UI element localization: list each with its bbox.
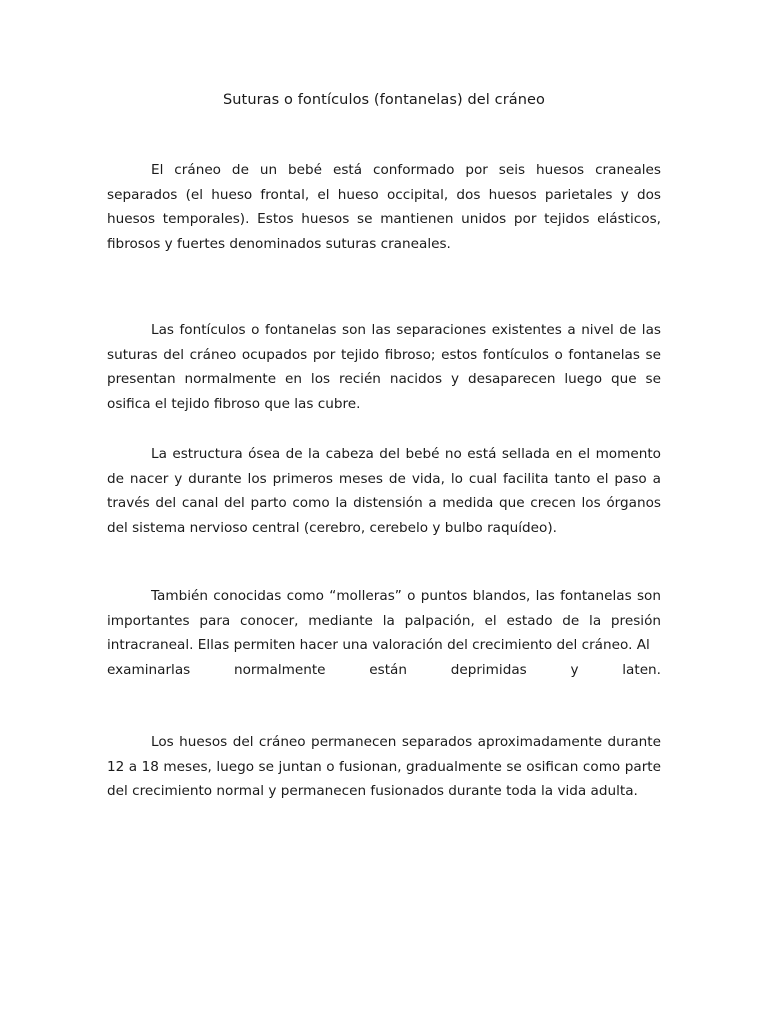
paragraph-5: Los huesos del cráneo permanecen separados aproximadamente durante 12 a 18 meses, luego se juntan o fusionan, gradualmente se osifican como parte del crecimiento normal y permanecen fusionados durante toda la vida adulta. — [107, 734, 661, 799]
document-title: Suturas o fontículos (fontanelas) del cráneo — [222, 92, 546, 108]
paragraph-4 — [107, 584, 661, 682]
paragraph-3: La estructura ósea de la cabeza del bebé no está sellada en el momento de nacer y durante los primeros meses de vida, lo cual facilita tanto el paso a través del canal del parto como la distensión a medida que crecen los órganos del sistema nervioso central (cerebro, cerebelo y bulbo raquídeo). — [107, 446, 661, 536]
paragraph-1: El cráneo de un bebé está conformado por seis huesos craneales separados (el hueso frontal, el hueso occipital, dos huesos parietales y dos huesos temporales). Estos huesos se mantienen unidos por tejidos elásticos, fibrosos y fuertes denominados suturas craneales. — [107, 162, 661, 252]
paragraph-4-body: También conocidas como “molleras” o puntos blandos, las fontanelas son importantes para conocer, mediante la palpación, el estado de la presión intracraneal. Ellas permiten hacer una valoración del crecimiento del cráneo. Al — [107, 588, 661, 653]
paragraph-2: Las fontículos o fontanelas son las separaciones existentes a nivel de las suturas del cráneo ocupados por tejido fibroso; estos fontículos o fontanelas se presentan normalmente en los recién nacidos y desaparecen luego que se osifica el tejido fibroso que las cubre. — [107, 322, 661, 412]
paragraph-4-last-line: examinarlas normalmente están deprimidas y laten. — [107, 661, 661, 678]
